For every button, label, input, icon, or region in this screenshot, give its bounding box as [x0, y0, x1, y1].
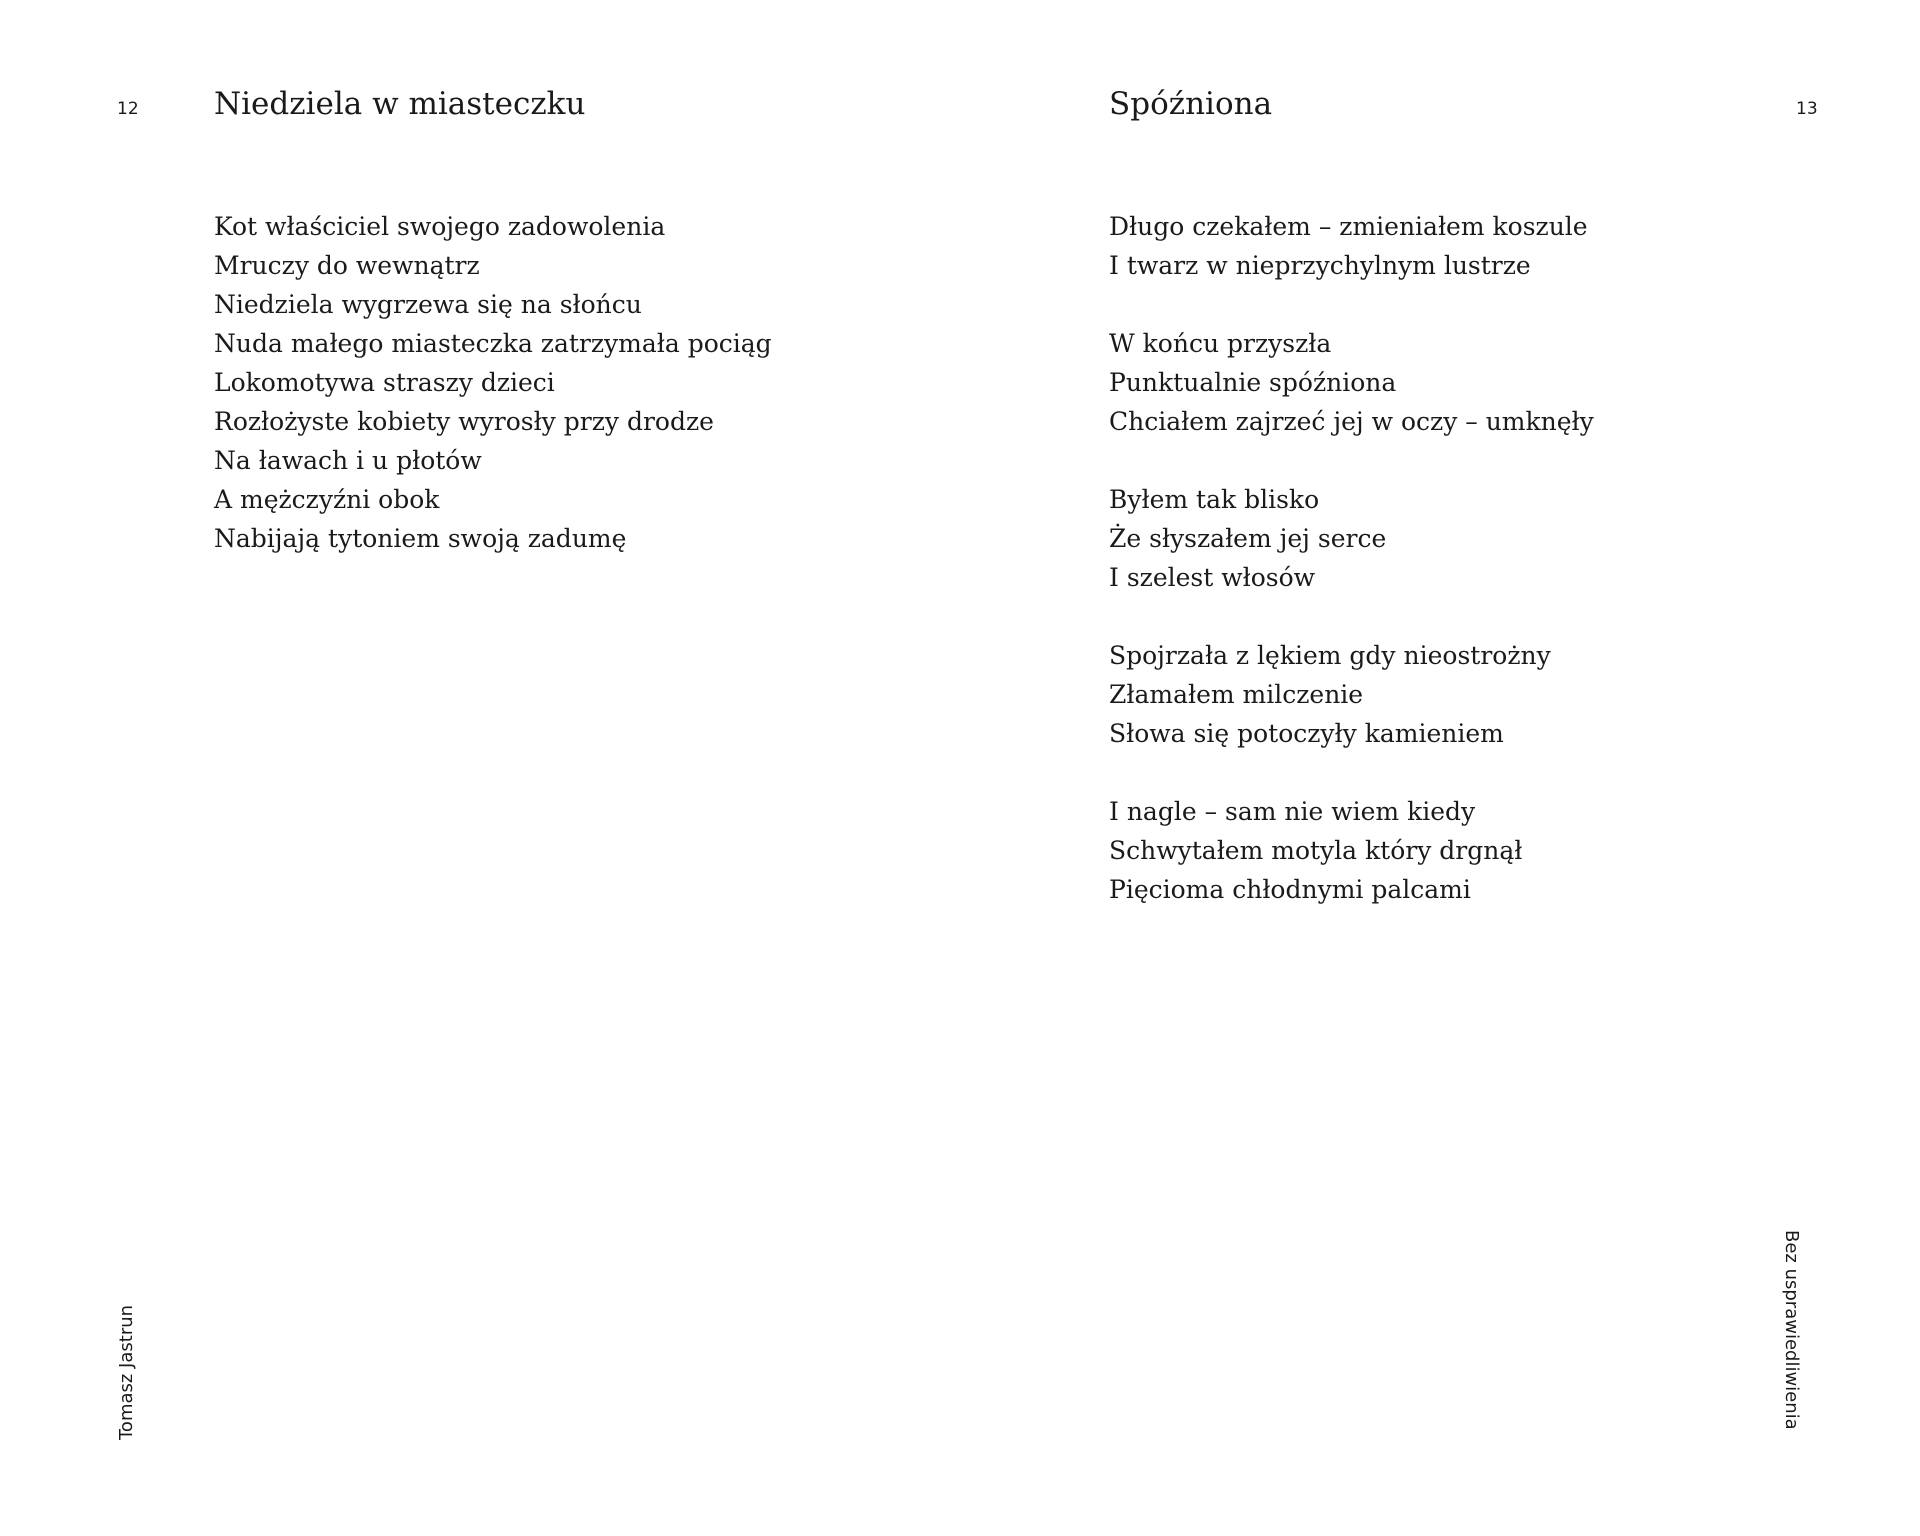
poem-line: Spojrzała z lękiem gdy nieostrożny: [1109, 641, 1551, 670]
poem-line: I nagle – sam nie wiem kiedy: [1109, 797, 1476, 826]
poem-line: Nuda małego miasteczka zatrzymała pociąg: [214, 329, 772, 358]
page-number-left: 12: [117, 99, 139, 119]
running-head-author: Tomasz Jastrun: [116, 1304, 137, 1440]
poem-line: Punktualnie spóźniona: [1109, 368, 1397, 397]
stanza: [1109, 636, 1594, 753]
poem-line: Złamałem milczenie: [1109, 680, 1364, 709]
poem-line: Kot właściciel swojego zadowolenia: [214, 212, 666, 241]
poem-title-right: Spóźniona: [1109, 86, 1273, 122]
page-number-right: 13: [1796, 99, 1818, 119]
poem-line: I twarz w nieprzychylnym lustrze: [1109, 251, 1531, 280]
poem-line: Że słyszałem jej serce: [1109, 524, 1387, 553]
poem-line: Nabijają tytoniem swoją zadumę: [214, 524, 627, 553]
poem-line: Rozłożyste kobiety wyrosły przy drodze: [214, 407, 714, 436]
poem-line: Schwytałem motyla który drgnął: [1109, 836, 1523, 865]
poem-line: Słowa się potoczyły kamieniem: [1109, 719, 1504, 748]
poem-line: Długo czekałem – zmieniałem koszule: [1109, 212, 1588, 241]
stanza: [1109, 792, 1594, 909]
poem-right: [1109, 207, 1594, 948]
stanza: [1109, 207, 1594, 285]
poem-line: W końcu przyszła: [1109, 329, 1332, 358]
poem-line: I szelest włosów: [1109, 563, 1316, 592]
poem-line: Chciałem zajrzeć jej w oczy – umknęły: [1109, 407, 1594, 436]
poem-line: Na ławach i u płotów: [214, 446, 482, 475]
poem-left: [214, 207, 772, 597]
stanza: [1109, 324, 1594, 441]
poem-line: Lokomotywa straszy dzieci: [214, 368, 555, 397]
running-head-book-title: Bez usprawiedliwienia: [1781, 1230, 1802, 1430]
poem-line: Niedziela wygrzewa się na słońcu: [214, 290, 642, 319]
poem-title-left: Niedziela w miasteczku: [214, 86, 586, 122]
poem-line: Byłem tak blisko: [1109, 485, 1320, 514]
poem-line: Pięcioma chłodnymi palcami: [1109, 875, 1471, 904]
right-page: [960, 0, 1920, 1536]
stanza: [1109, 480, 1594, 597]
poem-line: A mężczyźni obok: [214, 485, 440, 514]
poem-line: Mruczy do wewnątrz: [214, 251, 480, 280]
stanza: [214, 207, 772, 558]
